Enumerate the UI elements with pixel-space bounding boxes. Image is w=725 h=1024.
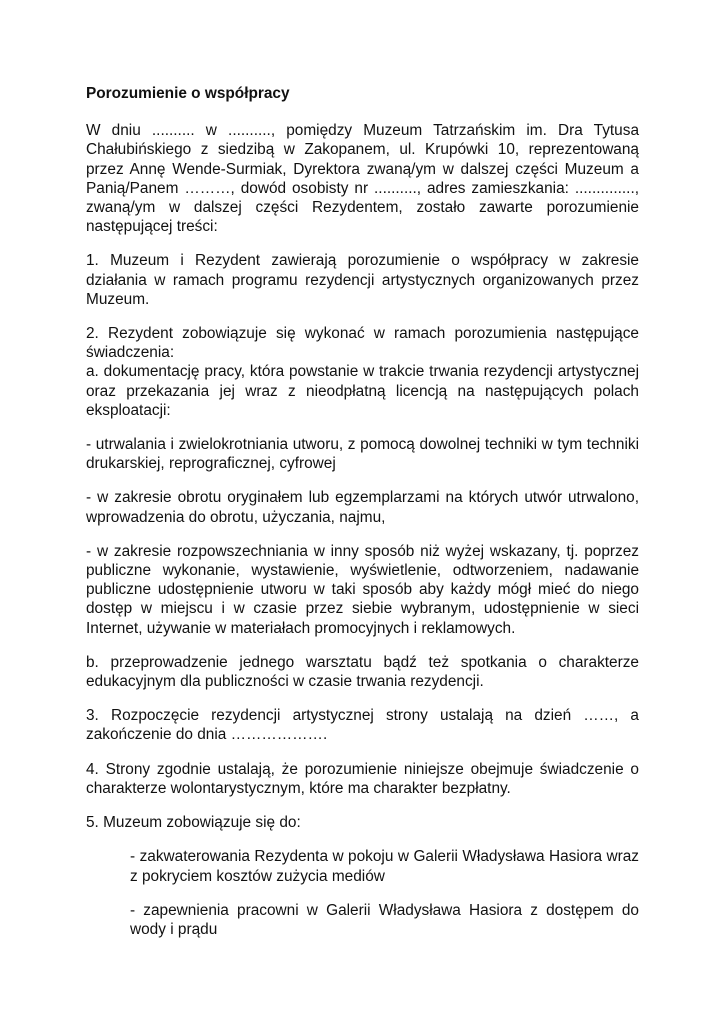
point-4: 4. Strony zgodnie ustalają, że porozumienie niniejsze obejmuje świadczenie o charakterze wolontarystycznym, które ma charakter bezpłatny. [86, 760, 639, 797]
point-5-heading: 5. Muzeum zobowiązuje się do: [86, 814, 301, 832]
document-page [86, 84, 639, 954]
point-2-a-item-2: - w zakresie obrotu oryginałem lub egzemplarzami na których utwór utrwalono, wprowadzenia do obrotu, użyczania, najmu, [86, 489, 639, 526]
intro-paragraph: W dniu .......... w .........., pomiędzy Muzeum Tatrzańskim im. Dra Tytusa Chałubińskiego z siedzibą w Zakopanem, ul. Krupówki 10, reprezentowaną przez Annę Wende-Surmiak, Dyrektora zwaną/ym w dalszej części Muzeum a Panią/Panem ………, dowód osobisty nr .........., adres zamieszkania: .............., zwaną/ym w dalszej części Rezydentem, zostało zawarte porozumienie następującej treści: [86, 122, 639, 236]
point-2-heading: 2. Rezydent zobowiązuje się wykonać w ramach porozumienia następujące świadczenia: [86, 325, 639, 362]
point-2-a-item-3: - w zakresie rozpowszechniania w inny sposób niż wyżej wskazany, tj. poprzez publiczne wykonanie, wystawienie, wyświetlenie, odtworzeniem, nadawanie publiczne udostępnienie utworu w taki sposób aby każdy mógł mieć do niego dostęp w miejscu i w czasie przez siebie wybranym, udostępnienie w sieci Internet, używanie w materiałach promocyjnych i reklamowych. [86, 542, 639, 637]
point-2-a: a. dokumentację pracy, która powstanie w trakcie trwania rezydencji artystycznej oraz przekazania jej wraz z nieodpłatną licencją na następujących polach eksploatacji: [86, 363, 639, 419]
point-1: 1. Muzeum i Rezydent zawierają porozumienie o współpracy w zakresie działania w ramach programu rezydencji artystycznych organizowanych przez Muzeum. [86, 252, 639, 308]
document-title: Porozumienie o współpracy [86, 85, 290, 102]
point-3: 3. Rozpoczęcie rezydencji artystycznej strony ustalają na dzień ……, a zakończenie do dnia ………………. [86, 707, 639, 744]
point-5-item-2: - zapewnienia pracowni w Galerii Władysława Hasiora z dostępem do wody i prądu [130, 901, 639, 938]
point-2-a-item-1: - utrwalania i zwielokrotniania utworu, z pomocą dowolnej techniki w tym techniki drukarskiej, reprograficznej, cyfrowej [86, 436, 639, 473]
point-5-item-1: - zakwaterowania Rezydenta w pokoju w Galerii Władysława Hasiora wraz z pokryciem kosztów zużycia mediów [130, 848, 639, 885]
point-2-b: b. przeprowadzenie jednego warsztatu bądź też spotkania o charakterze edukacyjnym dla publiczności w czasie trwania rezydencji. [86, 653, 639, 691]
